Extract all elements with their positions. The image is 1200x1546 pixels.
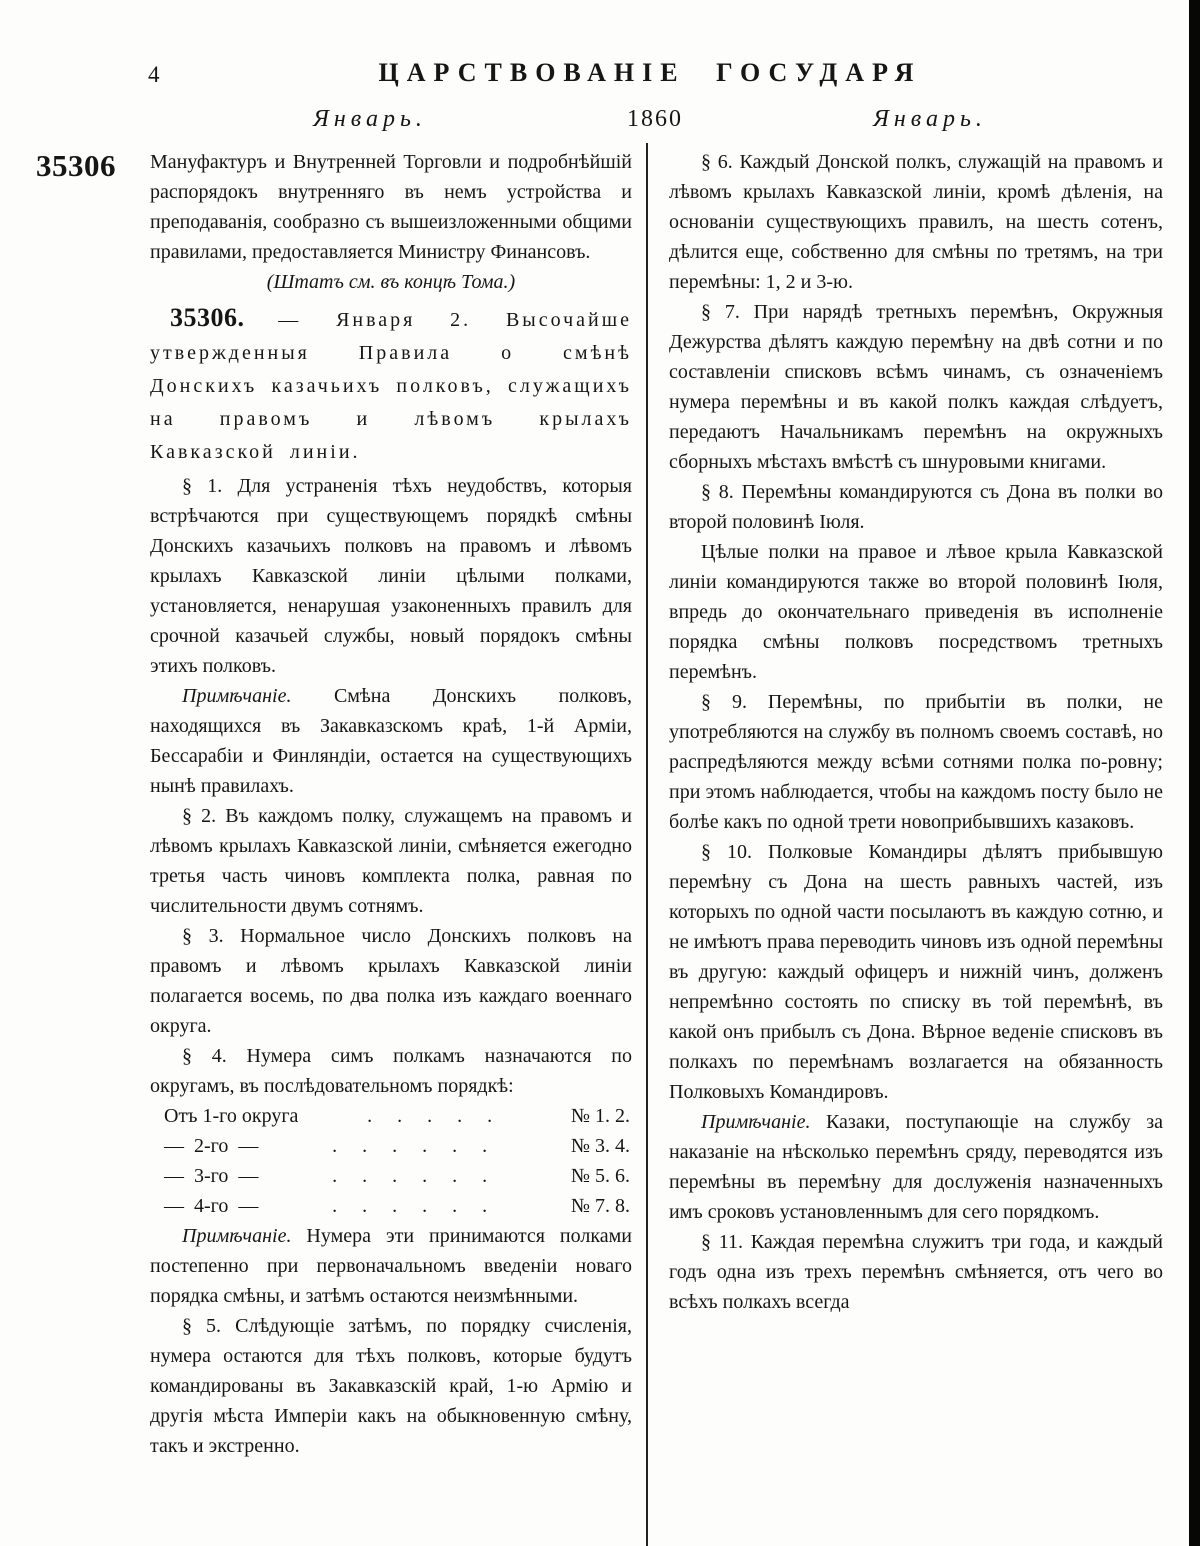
section-paragraph: § 7. При нарядѣ третныхъ перемѣнъ, Окружныя Дежурства дѣлятъ каждую перемѣну на двѣ сотни и по составленіи списковъ всѣмъ чинамъ, съ означеніемъ нумера перемѣны и въ какой полкъ каждая слѣдуетъ, передаютъ Начальникамъ перемѣнъ на окружныхъ сборныхъ мѣстахъ вмѣстѣ съ шнуровыми книгами. — [669, 301, 1163, 473]
margin-act-number: 35306 — [36, 148, 116, 183]
dot-leader: . . . . . . — [332, 1165, 498, 1187]
section-paragraph: § 8. Перемѣны командируются съ Дона въ полки во второй половинѣ Іюля. — [669, 481, 1163, 533]
act-heading: 35306. — Января 2. Высочайше утвержденныя Правила о смѣнѣ Донскихъ казачьихъ полковъ, служащихъ на правомъ и лѣвомъ крылахъ Кавказской линіи. — [150, 303, 633, 463]
section-paragraph: § 6. Каждый Донской полкъ, служащій на правомъ и лѣвомъ крылахъ Кавказской линіи, кромѣ дѣленія, на основаніи существующихъ правилъ, на шесть сотенъ, дѣлится еще, собственно для смѣны по третямъ, на три перемѣны: 1, 2 и 3-ю. — [669, 151, 1163, 293]
running-title: ЦАРСТВОВАНІЕ ГОСУДАРЯ — [378, 58, 922, 87]
note-lead: Примѣчаніе. — [182, 685, 334, 707]
dot-leader: . . . . . — [367, 1105, 503, 1127]
regiment-numbers: № 3. 4. — [570, 1135, 630, 1157]
numbering-row — [150, 1101, 632, 1131]
numbering-row — [150, 1131, 632, 1161]
numbering-row — [150, 1161, 632, 1191]
section-paragraph: § 3. Нормальное число Донскихъ полковъ на правомъ и лѣвомъ крылахъ Кавказской линіи полагается восемь, по два полка изъ каждаго военнаго округа. — [150, 925, 632, 1037]
section-paragraph: § 11. Каждая перемѣна служитъ три года, и каждый годъ одна изъ трехъ перемѣнъ смѣняется, отъ чего во всѣхъ полкахъ всегда — [669, 1231, 1163, 1313]
dot-leader: . . . . . . — [332, 1135, 498, 1157]
section-paragraph: § 5. Слѣдующіе затѣмъ, по порядку счисленія, нумера остаются для тѣхъ полковъ, которые будутъ командированы въ Закавказскій край, 1-ю Армію и другія мѣста Имперіи какъ на обыкновенную смѣну, такъ и экстренно. — [150, 1315, 632, 1457]
section-paragraph: § 9. Перемѣны, по прибытіи въ полки, не употребляются на службу въ полномъ своемъ составѣ, но распредѣляются между всѣми сотнями полка по-ровну; при этомъ наблюдается, чтобы на каждомъ посту было не болѣе какъ по одной трети новоприбывшихъ казаковъ. — [669, 691, 1163, 833]
section-paragraph: § 4. Нумера симъ полкамъ назначаются по округамъ, въ послѣдовательномъ порядкѣ: — [150, 1045, 632, 1097]
paragraph-continuation: Мануфактуръ и Внутренней Торговли и подробнѣйшій распорядокъ внутренняго въ немъ устройства и преподаванія, сообразно съ вышеизложенными общими правилами, предоставляется Министру Финансовъ. — [150, 151, 632, 263]
district-label: — 3-го — — [164, 1165, 259, 1187]
regiment-numbers: № 7. 8. — [570, 1195, 630, 1217]
dot-leader: . . . . . . — [332, 1195, 498, 1217]
note-paragraph: Примѣчаніе. Нумера эти принимаются полками постепенно при первоначальномъ введеніи новаго порядка смѣны, и затѣмъ остаются неизмѣнными. — [150, 1225, 632, 1307]
scan-edge-artifact — [1189, 0, 1200, 1546]
body-paragraph: Цѣлые полки на правое и лѣвое крыла Кавказской линіи командируются также во второй половинѣ Іюля, впредь до окончательнаго приведенія въ исполненіе порядка смѣны полковъ посредствомъ третныхъ перемѣнъ. — [669, 541, 1163, 683]
staff-reference-note: (Штатъ см. въ концѣ Тома.) — [266, 271, 516, 293]
note-paragraph: Примѣчаніе. Казаки, поступающіе на службу за наказаніе на нѣсколько перемѣнъ сряду, переводятся изъ перемѣны въ перемѣну для дослуженія назначенныхъ имъ сроковъ установленнымъ для сего порядкомъ. — [669, 1111, 1163, 1223]
note-paragraph: Примѣчаніе. Смѣна Донскихъ полковъ, находящихся въ Закавказскомъ краѣ, 1-й Арміи, Бессарабіи и Финляндіи, остается на существующихъ нынѣ правилахъ. — [150, 685, 632, 797]
district-label: — 2-го — — [164, 1135, 259, 1157]
section-paragraph: § 2. Въ каждомъ полку, служащемъ на правомъ и лѣвомъ крылахъ Кавказской линіи, смѣняется ежегодно третья часть чиновъ комплекта полка, равная по числительности двумъ сотнямъ. — [150, 805, 632, 917]
section-paragraph: § 1. Для устраненія тѣхъ неудобствъ, которыя встрѣчаются при существующемъ порядкѣ смѣны Донскихъ казачьихъ полковъ на правомъ и лѣвомъ крылахъ Кавказской линіи цѣлыми полками, установляется, ненарушая узаконенныхъ правилъ для срочной казачьей службы, новый порядокъ смѣны этихъ полковъ. — [150, 475, 632, 677]
numbering-row — [150, 1191, 632, 1221]
year-label: 1860 — [627, 106, 683, 132]
right-column — [669, 147, 1163, 1317]
left-column — [150, 147, 632, 1461]
note-lead: Примѣчаніе. — [701, 1111, 826, 1133]
page-number: 4 — [148, 62, 160, 87]
column-divider — [646, 143, 648, 1546]
act-number: 35306. — [170, 303, 279, 332]
note-lead: Примѣчаніе. — [182, 1225, 307, 1247]
section-paragraph: § 10. Полковые Командиры дѣлятъ прибывшую перемѣну съ Дона на шесть равныхъ частей, изъ которыхъ по одной части посылаютъ въ каждую сотню, и не имѣютъ права переводить чиновъ изъ одной перемѣны въ другую: каждый офицеръ и нижній чинъ, долженъ непремѣнно состоять по списку въ той перемѣнѣ, въ какой онъ прибылъ съ Дона. Вѣрное веденіе списковъ въ полкахъ по перемѣнамъ возлагается на обязанность Полковыхъ Командировъ. — [669, 841, 1163, 1103]
district-label: Отъ 1-го округа — [164, 1105, 299, 1127]
regiment-numbers: № 1. 2. — [570, 1105, 630, 1127]
district-label: — 4-го — — [164, 1195, 259, 1217]
right-column-month: Январь. — [873, 106, 987, 132]
regiment-numbers: № 5. 6. — [570, 1165, 630, 1187]
left-column-month: Январь. — [313, 106, 427, 132]
